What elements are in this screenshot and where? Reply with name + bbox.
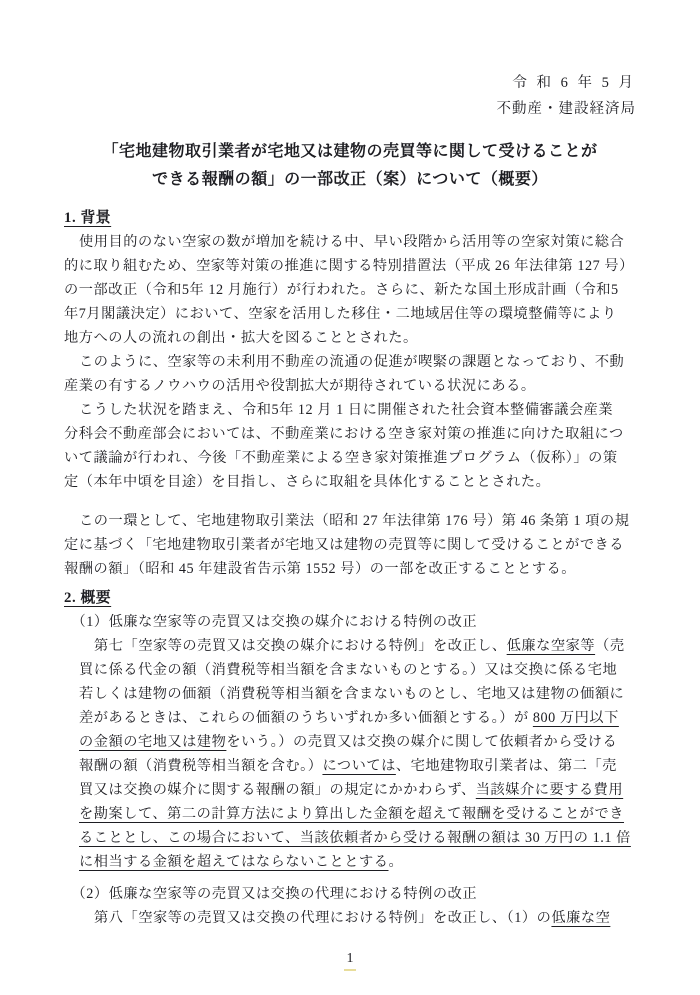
text-line (64, 658, 636, 682)
text-segment: 分科会不動産部会においては、不動産業における空き家対策の推進に向けた取組につ (64, 426, 624, 442)
document-header (64, 70, 636, 122)
text-segment: 差があるときは、これらの価額のうちいずれか多い価額とする。）が (79, 710, 533, 726)
text-segment: 2. 概要 (64, 590, 112, 606)
underlined-text: の金額の宅地又は建物 (79, 734, 227, 750)
page-number-highlight (344, 969, 356, 972)
text-segment: 的に取り組むため、空家等対策の推進に関する特別措置法（平成 26 年法律第 127 号） (64, 258, 634, 274)
text-segment: （売 (595, 638, 625, 654)
text-line (64, 533, 636, 557)
text-line (64, 882, 636, 906)
text-line (64, 230, 636, 254)
text-segment: 年7月閣議決定）において、空家を活用した移住・二地域居住等の環境整備等により (64, 306, 617, 322)
blank-space (64, 874, 636, 882)
underlined-text: 当該媒介に要する費用 (475, 782, 624, 798)
text-segment: こうした状況を踏まえ、令和5年 12 月 1 日に開催された社会資本整備審議会産業 (79, 402, 614, 418)
text-segment: 報酬の額（消費税等相当額を含む。） (79, 758, 323, 774)
text-line (64, 826, 636, 850)
text-line (64, 254, 636, 278)
text-segment: （1）低廉な空家等の売買又は交換の媒介における特例の改正 (71, 614, 478, 630)
text-line (64, 682, 636, 706)
text-segment: 第八「空家等の売買又は交換の代理における特例」を改正し、（1）の (94, 910, 552, 926)
document-date: 令 和 6 年 5 月 (512, 75, 636, 91)
text-line (64, 302, 636, 326)
text-line (64, 326, 636, 350)
text-segment: 買に係る代金の額（消費税等相当額を含まないものとする。）又は交換に係る宅地 (79, 662, 618, 678)
page-number: 1 (346, 951, 354, 966)
section-heading (64, 586, 636, 610)
text-segment: 報酬の額」（昭和 45 年建設省告示第 1552 号）の一部を改正することとする。 (64, 561, 577, 577)
text-line (64, 730, 636, 754)
document-bureau: 不動産・建設経済局 (496, 101, 636, 117)
text-line (64, 850, 636, 874)
document-title-line2: できる報酬の額」の一部改正（案）について（概要） (152, 171, 548, 188)
text-segment: （2）低廉な空家等の売買又は交換の代理における特例の改正 (71, 886, 478, 902)
underlined-text: ることとし、この場合において、当該依頼者から受ける報酬の額は 30 万円の 1.1 倍 (79, 830, 631, 846)
text-line (64, 374, 636, 398)
underlined-text: 800 万円以下 (532, 710, 619, 726)
underlined-text: 低廉な空 (551, 910, 611, 926)
text-segment: の一部改正（令和5年 12 月施行）が行われた。さらに、新たな国土形成計画（令和5 (64, 282, 619, 298)
document-body (64, 206, 636, 930)
text-segment: 買又は交換の媒介に関する報酬の額」の規定にかかわらず、 (79, 782, 476, 798)
text-line (64, 778, 636, 802)
text-line (64, 446, 636, 470)
underlined-text: を勘案して、第二の計算方法により算出した金額を超えて報酬を受けることができ (79, 806, 625, 822)
text-segment: をいう。）の売買又は交換の媒介に関して依頼者から受ける (226, 734, 618, 750)
text-line (64, 610, 636, 634)
text-segment: 定に基づく「宅地建物取引業者が宅地又は建物の売買等に関して受けることができる (64, 537, 625, 553)
blank-space (64, 494, 636, 509)
text-segment: このように、空家等の未利用不動産の流通の促進が喫緊の課題となっており、不動 (79, 354, 625, 370)
text-line (64, 706, 636, 730)
text-line (64, 350, 636, 374)
text-line (64, 509, 636, 533)
document-title (64, 138, 636, 194)
text-line (64, 278, 636, 302)
text-line (64, 906, 636, 930)
text-line (64, 634, 636, 658)
document-title-line1: 「宅地建物取引業者が宅地又は建物の売買等に関して受けることが (102, 143, 598, 160)
text-line (64, 398, 636, 422)
text-line (64, 802, 636, 826)
underlined-text: に相当する金額を超えてはならないこととする (79, 854, 389, 870)
section-heading (64, 206, 636, 230)
underlined-text: 低廉な空家等 (506, 638, 596, 654)
text-segment: 定（本年中頃を目途）を目指し、さらに取組を具体化することとされた。 (64, 474, 551, 490)
underlined-text: については (322, 758, 396, 774)
text-segment: 1. 背景 (64, 210, 112, 226)
text-segment: 若しくは建物の価額（消費税等相当額を含まないものとし、宅地又は建物の価額に (79, 686, 625, 702)
text-segment: 産業の有するノウハウの活用や役割拡大が期待されている状況にある。 (64, 378, 536, 394)
text-segment: 、宅地建物取引業者は、第二「売 (395, 758, 617, 774)
text-segment: この一環として、宅地建物取引業法（昭和 27 年法律第 176 号）第 46 条第 1 項の規 (79, 513, 630, 529)
text-segment: 第七「空家等の売買又は交換の媒介における特例」を改正し、 (94, 638, 507, 654)
text-line (64, 754, 636, 778)
text-line (64, 470, 636, 494)
text-segment: いて議論が行われ、今後「不動産業による空き家対策推進プログラム（仮称）」の策 (64, 450, 618, 466)
text-segment: 地方への人の流れの創出・拡大を図ることとされた。 (64, 330, 418, 346)
text-line (64, 422, 636, 446)
text-segment: 。 (388, 854, 404, 870)
text-line (64, 557, 636, 581)
text-segment: 使用目的のない空家の数が増加を続ける中、早い段階から活用等の空家対策に総合 (79, 234, 625, 250)
